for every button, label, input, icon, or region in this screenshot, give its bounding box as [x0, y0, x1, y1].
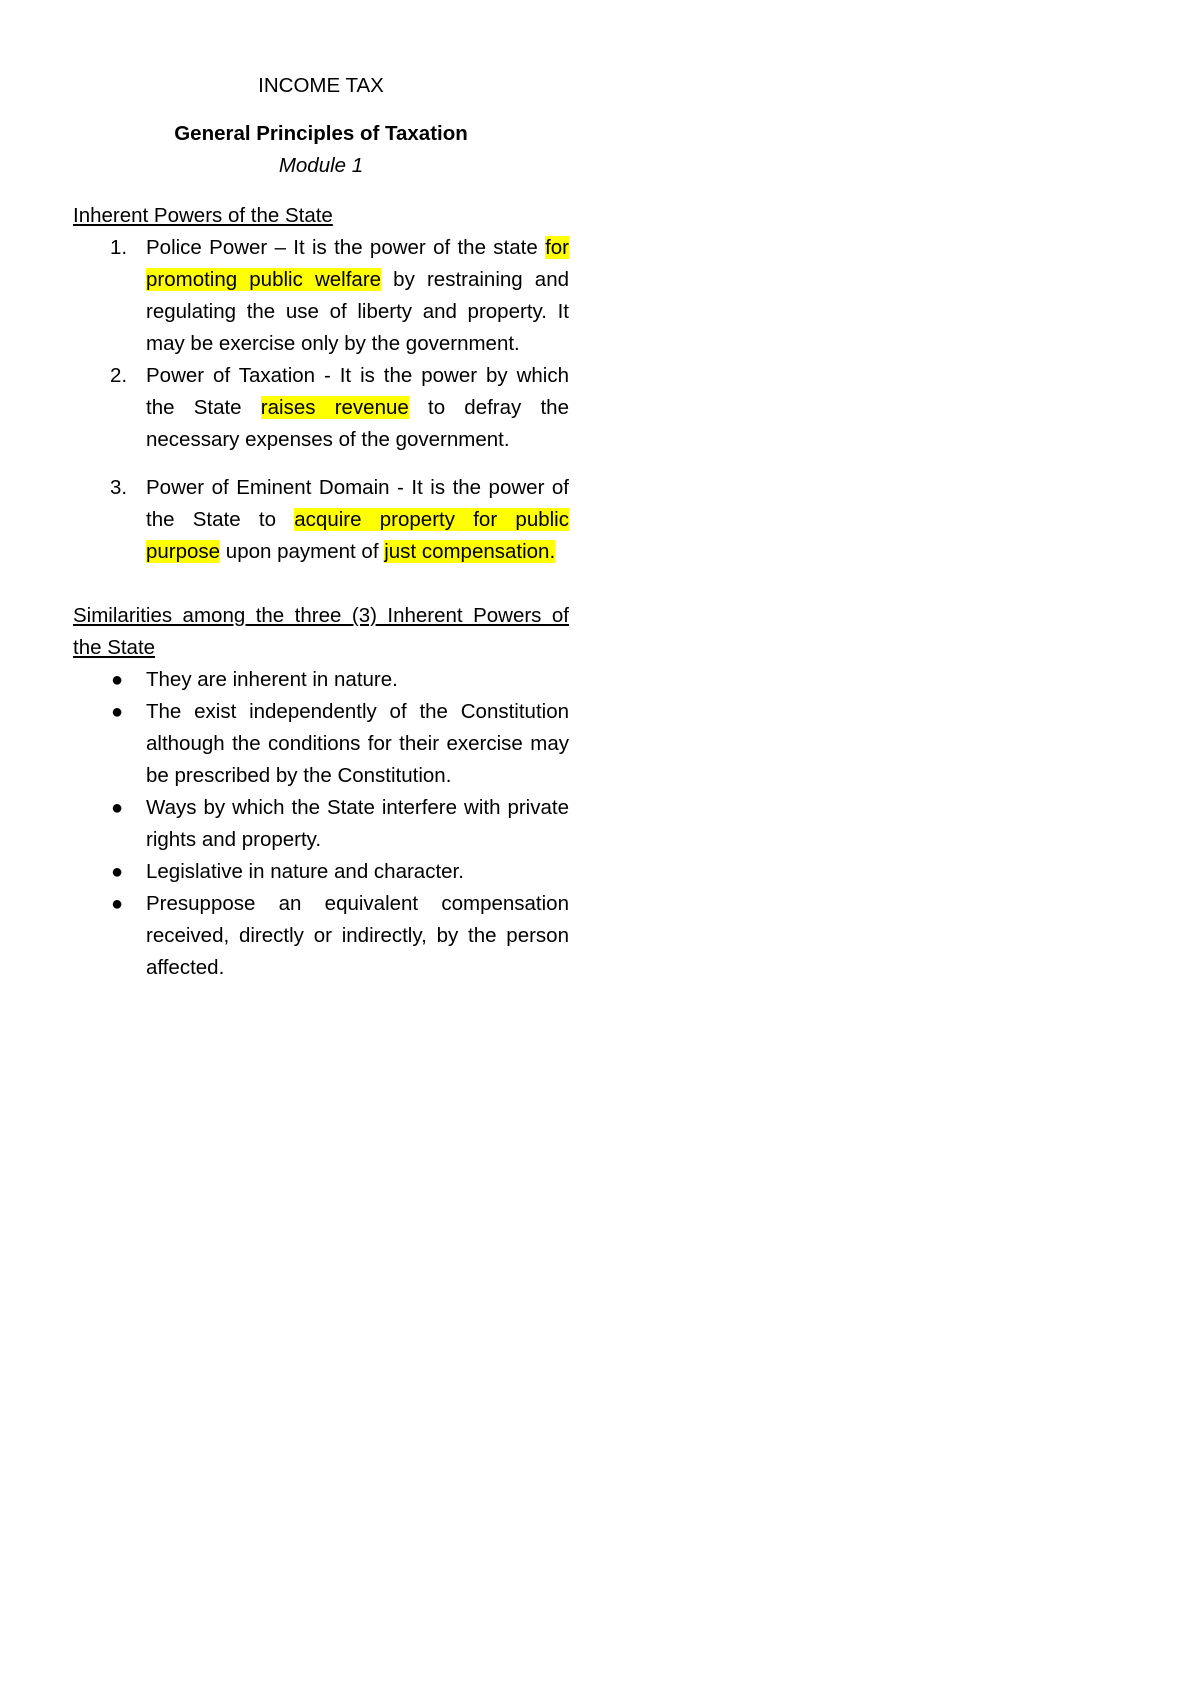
list-number: 3. — [110, 476, 128, 499]
bullet-icon: ● — [111, 861, 124, 883]
bullet-icon: ● — [111, 893, 124, 915]
highlighted-text: raises revenue — [260, 396, 409, 419]
similarity-item — [73, 888, 569, 984]
similarities-list — [73, 664, 569, 984]
similarity-item — [73, 696, 569, 792]
item-text: The exist independently of the Constitution although the conditions for their exercise may be prescribed by the Constitution. — [146, 700, 569, 787]
document-subtitle: General Principles of Taxation — [174, 122, 468, 145]
inherent-powers-heading: Inherent Powers of the State — [73, 204, 333, 227]
similarity-item — [73, 792, 569, 856]
bullet-icon: ● — [111, 669, 124, 691]
item-text: Power of Taxation - It is the power by which the State — [146, 364, 569, 419]
item-text: upon payment of — [220, 540, 385, 563]
item-text: They are inherent in nature. — [146, 668, 398, 691]
highlighted-text: just compensation. — [384, 540, 556, 563]
highlighted-text: acquire property for public purpose — [146, 508, 569, 563]
power-item-police — [73, 232, 569, 360]
item-text: Ways by which the State interfere with private rights and property. — [146, 796, 569, 851]
item-text: by restraining and regulating the use of liberty and property. It may be exercise only by the government. — [146, 268, 570, 355]
power-item-taxation — [73, 360, 569, 456]
bullet-icon: ● — [111, 797, 124, 819]
item-text: Police Power – It is the power of the state — [146, 236, 546, 259]
power-item-eminent-domain — [73, 472, 569, 568]
similarity-item — [73, 664, 569, 696]
item-text: Power of Eminent Domain - It is the power of the State to — [146, 476, 569, 531]
similarities-heading: Similarities among the three (3) Inherent Powers of the State — [73, 604, 569, 659]
bullet-icon: ● — [111, 701, 124, 723]
item-text: Legislative in nature and character. — [146, 860, 464, 883]
list-number: 1. — [110, 236, 128, 259]
text-column — [73, 70, 569, 984]
list-number: 2. — [110, 364, 128, 387]
inherent-powers-list — [73, 232, 569, 568]
highlighted-text: for promoting public welfare — [146, 236, 569, 291]
similarity-item — [73, 856, 569, 888]
document-title: INCOME TAX — [258, 74, 384, 97]
module-label: Module 1 — [278, 154, 364, 177]
item-text: to defray the necessary expenses of the government. — [146, 396, 569, 451]
item-text: Presuppose an equivalent compensation received, directly or indirectly, by the person affected. — [146, 892, 569, 979]
